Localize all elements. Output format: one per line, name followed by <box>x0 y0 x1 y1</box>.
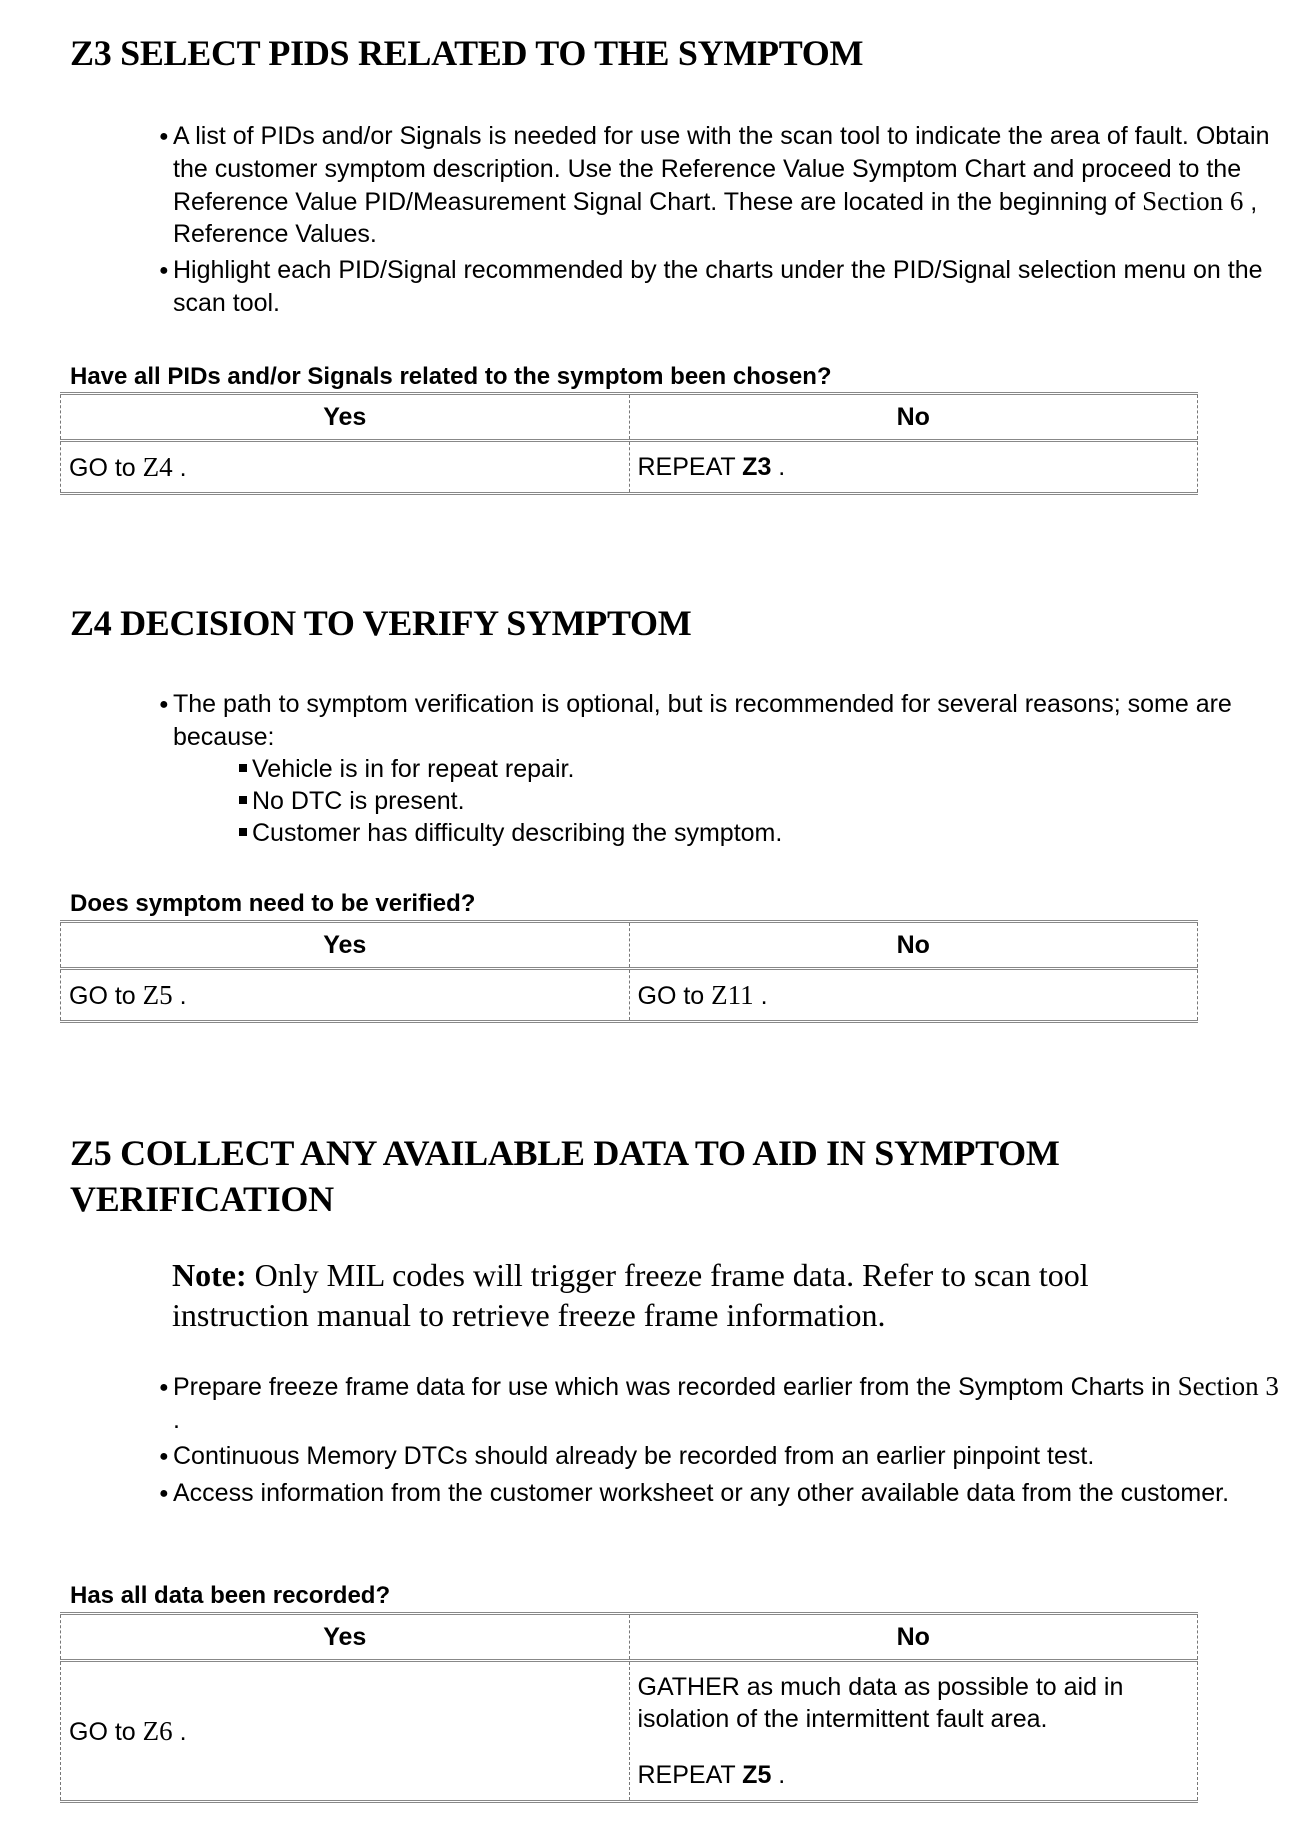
step-ref-z5: Z5 <box>742 1761 772 1789</box>
action-text: . <box>771 452 786 481</box>
decision-table-z4 <box>60 920 1198 1023</box>
action-text: . <box>771 1761 786 1789</box>
list-item <box>145 1440 1285 1473</box>
column-header-yes: Yes <box>61 922 630 969</box>
section-3-link[interactable]: Section 3 <box>1177 1371 1279 1401</box>
repeat-instruction <box>638 1759 1190 1791</box>
bullet-icon: ● <box>159 128 169 145</box>
list-item <box>145 1370 1285 1436</box>
bullet-text: . <box>173 1406 180 1434</box>
square-bullet-icon <box>239 796 247 804</box>
list-item <box>145 1477 1285 1510</box>
section-heading-z5 <box>70 1130 1060 1222</box>
bullet-text: Continuous Memory DTCs should already be recorded from an earlier pinpoint test. <box>173 1442 1095 1470</box>
column-header-no: No <box>629 922 1198 969</box>
question-z4: Does symptom need to be verified? <box>70 890 476 917</box>
action-text: GO to <box>69 1717 143 1746</box>
column-header-no: No <box>629 1614 1198 1661</box>
square-bullet-icon <box>239 828 247 836</box>
yes-action-cell <box>61 1661 630 1802</box>
decision-table-z3 <box>60 392 1198 495</box>
heading-line: Z5 COLLECT ANY AVAILABLE DATA TO AID IN SYMPTOM <box>70 1133 1060 1173</box>
section-heading-z3: Z3 SELECT PIDS RELATED TO THE SYMPTOM <box>70 33 864 73</box>
section-6-link[interactable]: Section 6 <box>1142 186 1244 216</box>
question-z3: Have all PIDs and/or Signals related to the symptom been chosen? <box>70 363 832 390</box>
list-item <box>145 688 1285 849</box>
note-block <box>172 1255 1172 1335</box>
z4-bullet-list <box>145 688 1285 853</box>
z5-bullet-list <box>145 1370 1285 1514</box>
action-text: GO to <box>69 453 143 482</box>
bullet-text: Highlight each PID/Signal recommended by the charts under the PID/Signal selection menu on the scan tool. <box>173 256 1263 317</box>
bullet-text: The path to symptom verification is optional, but is recommended for several reasons; some are because: <box>173 690 1232 751</box>
square-bullet-icon <box>239 764 247 772</box>
list-item <box>145 120 1285 250</box>
action-text: GO to <box>69 981 143 1010</box>
action-text: . <box>172 981 187 1010</box>
bullet-text: , Reference Values. <box>173 188 1258 248</box>
bullet-icon: ● <box>159 696 169 713</box>
action-text: REPEAT <box>637 1761 743 1789</box>
bullet-icon: ● <box>159 262 169 279</box>
bullet-text: A list of PIDs and/or Signals is needed for use with the scan tool to indicate the area of fault. Obtain the customer symptom description. Use the Reference Value Symptom Chart and proceed to the Reference Value PID/Measurement Signal Chart. These are located in the beginning of <box>173 122 1270 216</box>
no-action-cell <box>629 441 1198 494</box>
bullet-icon: ● <box>159 1485 169 1502</box>
sub-bullet-text: Vehicle is in for repeat repair. <box>252 755 575 783</box>
bullet-icon: ● <box>159 1379 169 1396</box>
bullet-text: Prepare freeze frame data for use which was recorded earlier from the Symptom Charts in <box>173 1373 1178 1401</box>
column-header-yes: Yes <box>61 394 630 441</box>
column-header-no: No <box>629 394 1198 441</box>
action-text: . <box>172 1717 187 1746</box>
note-label: Note: <box>172 1257 247 1293</box>
step-ref-z3: Z3 <box>742 452 772 481</box>
no-action-cell <box>629 969 1198 1022</box>
action-text: . <box>172 453 187 482</box>
sub-bullet-text: No DTC is present. <box>252 787 465 815</box>
note-text: Only MIL codes will trigger freeze frame data. Refer to scan tool instruction manual to retrieve freeze frame information. <box>172 1257 1089 1333</box>
step-link-z4[interactable]: Z4 <box>142 451 173 482</box>
section-heading-z4: Z4 DECISION TO VERIFY SYMPTOM <box>70 603 692 643</box>
yes-action-cell <box>61 969 630 1022</box>
list-item <box>145 254 1285 319</box>
question-z5: Has all data been recorded? <box>70 1582 391 1609</box>
action-text: . <box>753 981 768 1010</box>
step-link-z11[interactable]: Z11 <box>711 979 754 1010</box>
z4-sub-list <box>173 753 1285 849</box>
bullet-icon: ● <box>159 1448 169 1465</box>
action-text: GO to <box>637 981 712 1010</box>
heading-line: VERIFICATION <box>70 1179 334 1219</box>
sub-list-item <box>239 817 1285 849</box>
step-link-z6[interactable]: Z6 <box>142 1715 173 1746</box>
decision-table-z5 <box>60 1612 1198 1803</box>
z3-bullet-list <box>145 120 1285 323</box>
sub-list-item <box>239 753 1285 785</box>
no-action-cell <box>629 1661 1198 1802</box>
yes-action-cell <box>61 441 630 494</box>
sub-bullet-text: Customer has difficulty describing the symptom. <box>252 819 783 847</box>
gather-instruction: GATHER as much data as possible to aid in isolation of the intermittent fault area. <box>637 1673 1124 1733</box>
action-text: REPEAT <box>637 452 743 481</box>
bullet-text: Access information from the customer worksheet or any other available data from the customer. <box>173 1479 1230 1507</box>
column-header-yes: Yes <box>61 1614 630 1661</box>
step-link-z5[interactable]: Z5 <box>142 979 173 1010</box>
sub-list-item <box>239 785 1285 817</box>
